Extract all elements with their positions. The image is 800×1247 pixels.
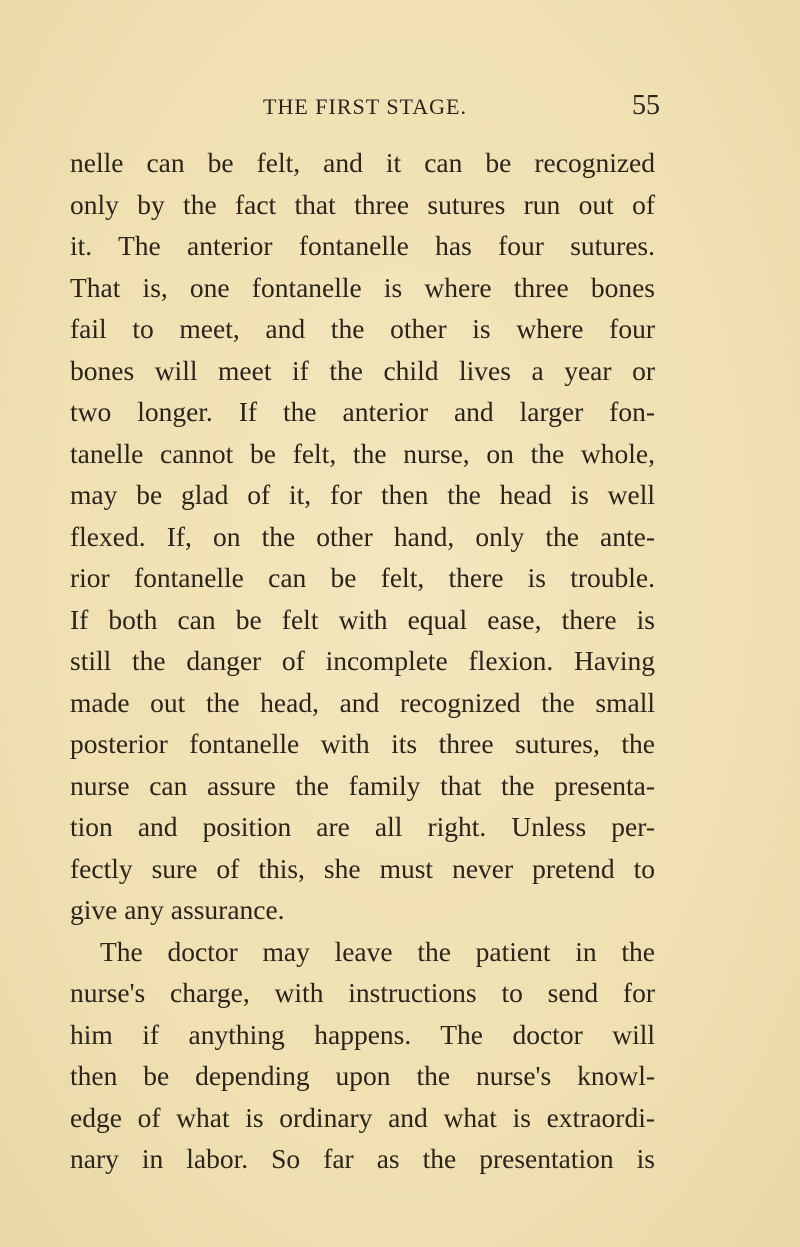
text-line: then be depending upon the nurse's knowl- — [70, 1060, 655, 1091]
text-line: That is, one fontanelle is where three bones — [70, 271, 655, 303]
text-line: If both can be felt with equal ease, there is — [70, 603, 655, 635]
text-line: flexed. If, on the other hand, only the ante- — [70, 520, 655, 552]
page-number: 55 — [632, 90, 660, 121]
text-line: fail to meet, and the other is where four — [70, 313, 655, 344]
text-line: tanelle cannot be felt, the nurse, on the whole, — [70, 437, 655, 469]
body-text — [70, 142, 655, 1180]
running-head — [70, 90, 660, 130]
text-line: edge of what is ordinary and what is extraordi- — [70, 1101, 655, 1133]
paragraph-start-line: The doctor may leave the patient in the — [100, 935, 655, 967]
paragraph-end-line: give any assurance. — [70, 894, 285, 925]
text-line: tion and position are all right. Unless per- — [70, 811, 655, 842]
text-line: nurse can assure the family that the presenta- — [70, 769, 655, 801]
text-line: him if anything happens. The doctor will — [70, 1018, 655, 1050]
text-line: nary in labor. So far as the presentation is — [70, 1143, 655, 1174]
text-line: it. The anterior fontanelle has four sutures. — [70, 230, 655, 261]
text-line: two longer. If the anterior and larger fon- — [70, 396, 655, 427]
text-line: only by the fact that three sutures run out of — [70, 188, 655, 220]
text-line: posterior fontanelle with its three sutures, the — [70, 728, 655, 759]
text-line: fectly sure of this, she must never pretend to — [70, 852, 655, 884]
text-line: rior fontanelle can be felt, there is trouble. — [70, 562, 655, 593]
running-title: THE FIRST STAGE. — [263, 94, 467, 119]
text-line: nurse's charge, with instructions to send for — [70, 977, 655, 1008]
text-line: made out the head, and recognized the small — [70, 686, 655, 718]
text-line: nelle can be felt, and it can be recognized — [70, 147, 655, 178]
text-line: bones will meet if the child lives a year or — [70, 354, 655, 386]
text-line: may be glad of it, for then the head is well — [70, 479, 655, 510]
text-line: still the danger of incomplete flexion. Having — [70, 645, 655, 676]
